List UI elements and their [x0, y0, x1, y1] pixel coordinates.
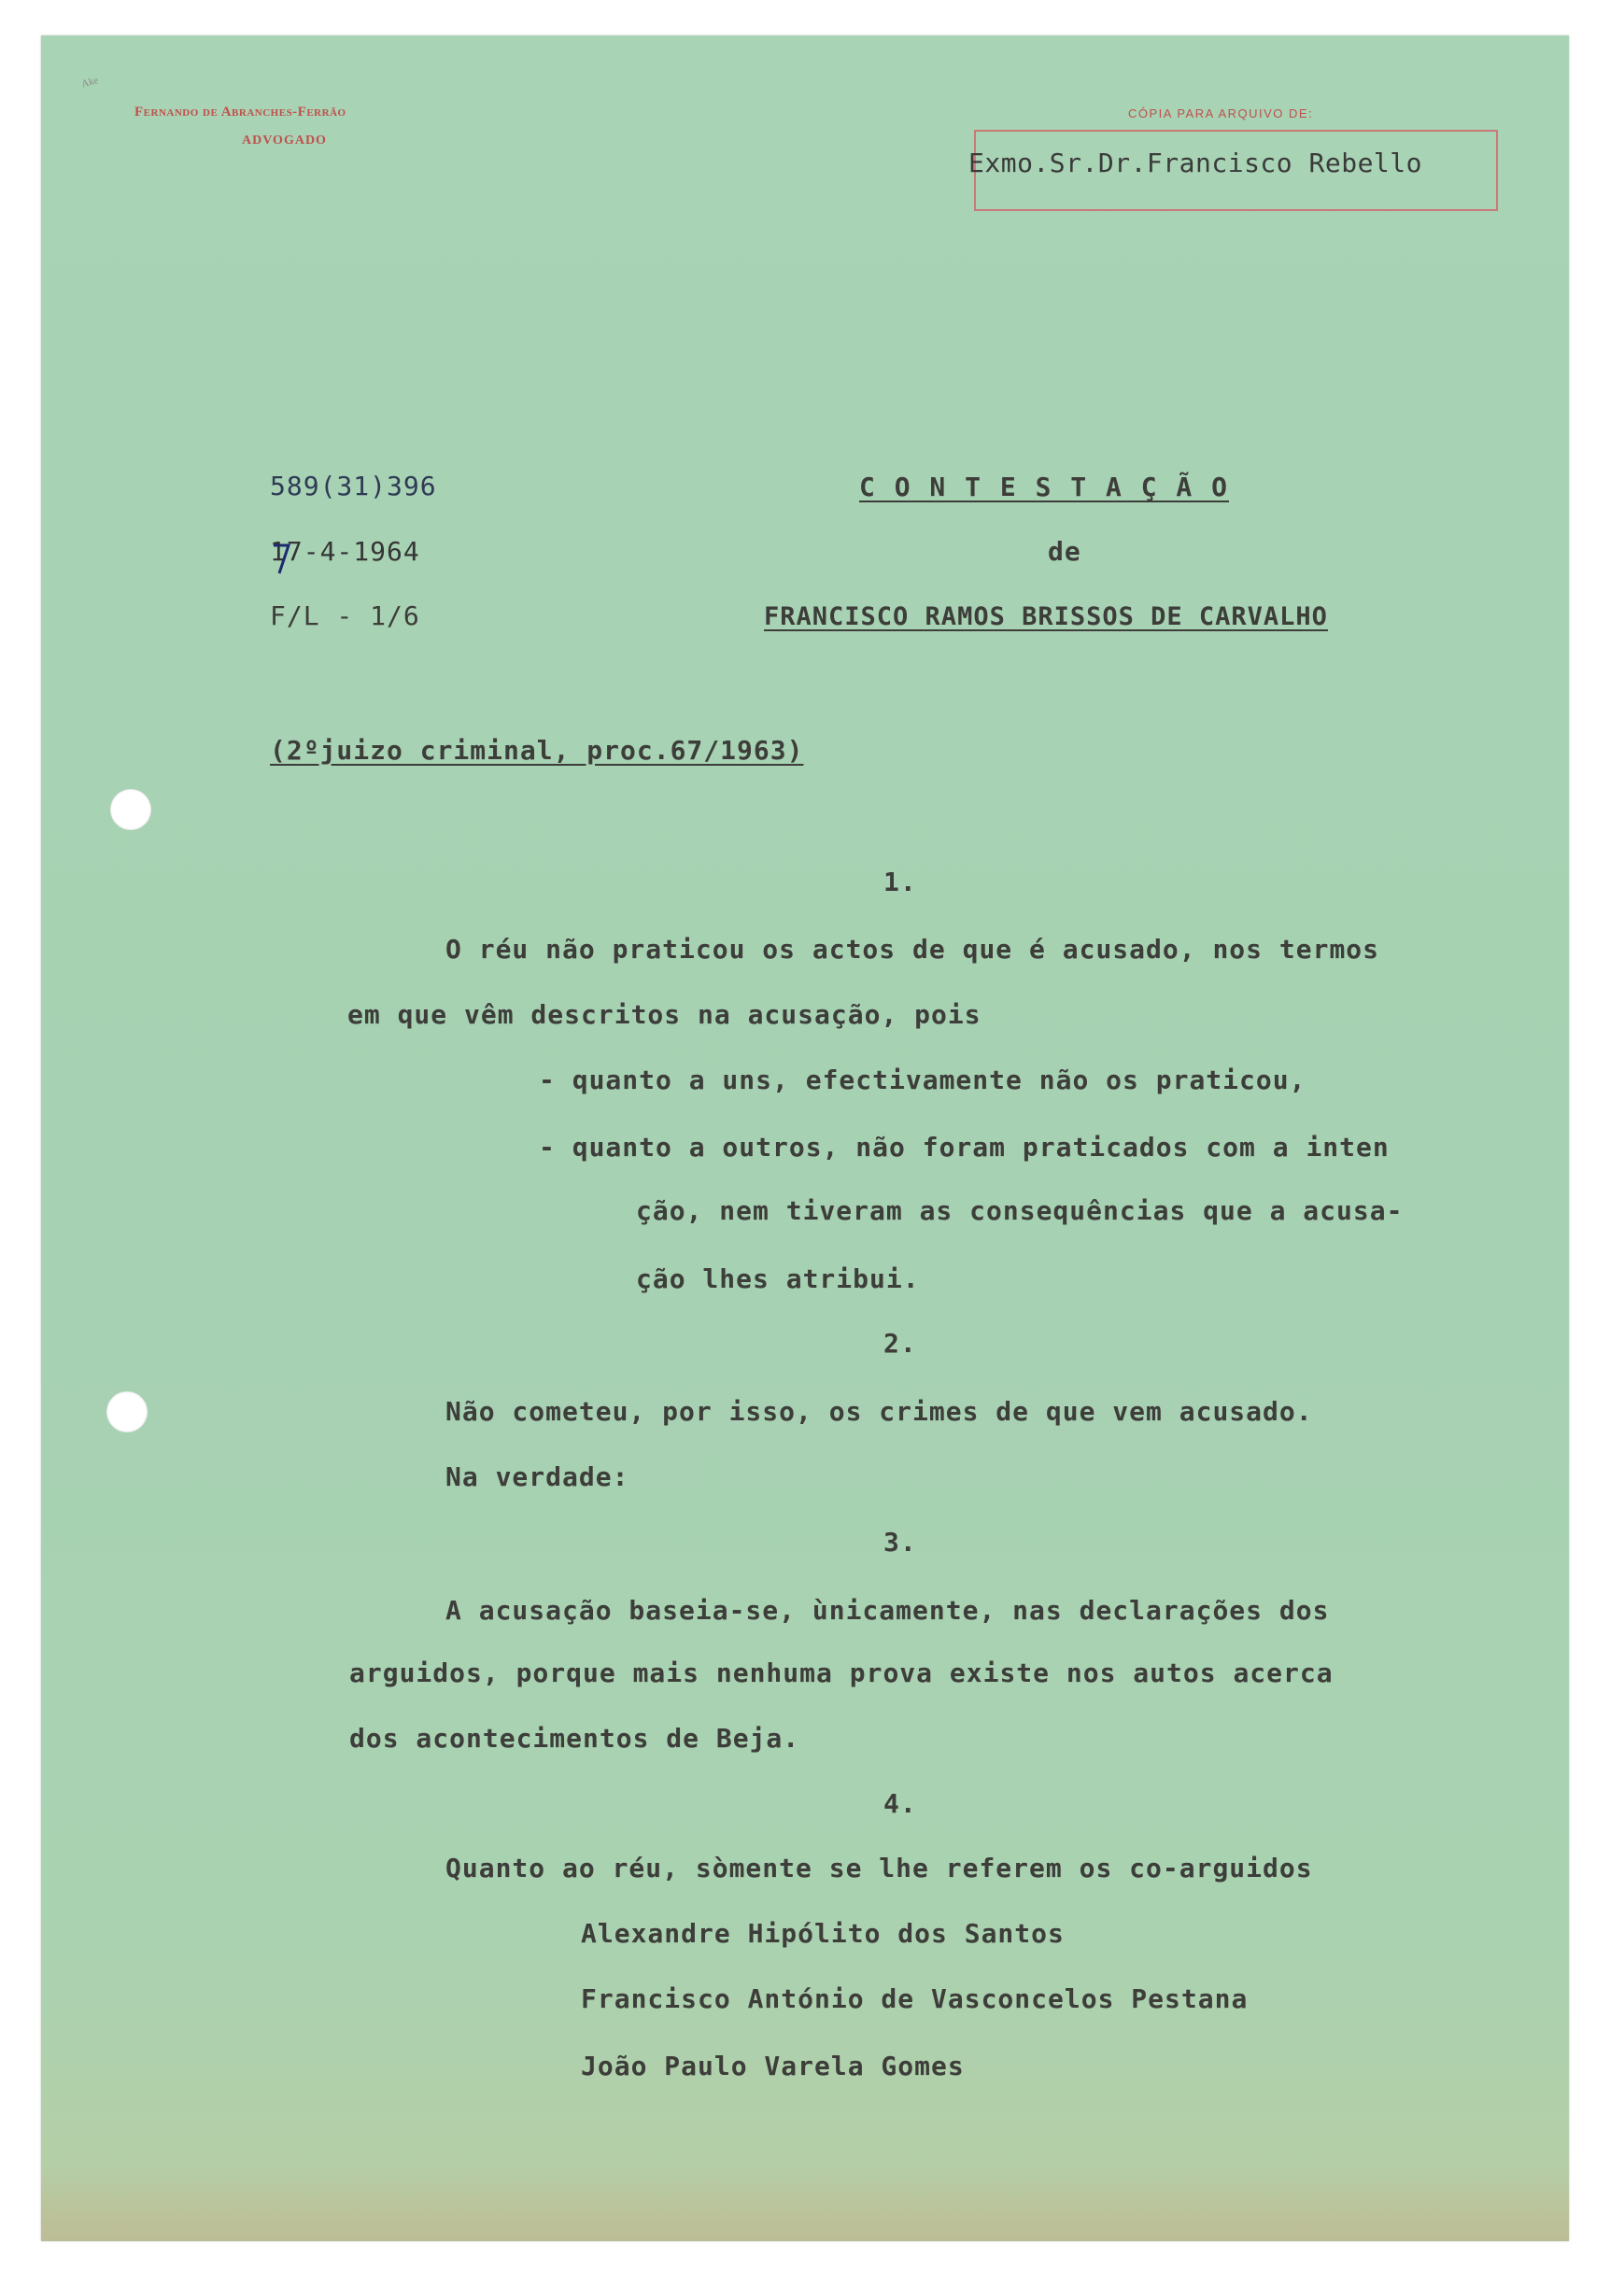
section-number: 3. — [883, 1527, 917, 1558]
co-defendant-name: Francisco António de Vasconcelos Pestana — [581, 1983, 1249, 2014]
section-number: 2. — [883, 1328, 917, 1359]
recipient-text: Exmo.Sr.Dr.Francisco Rebello — [968, 148, 1423, 178]
document-title: C O N T E S T A Ç Ã O — [859, 472, 1230, 502]
paper-stain — [41, 2166, 1569, 2241]
paragraph-line: arguidos, porque mais nenhuma prova existe nos autos acerca — [349, 1657, 1334, 1688]
paragraph-line: Quanto ao réu, sòmente se lhe referem os co-arguidos — [445, 1853, 1313, 1883]
title-connector: de — [1048, 536, 1081, 567]
paragraph-line: A acusação baseia-se, ùnicamente, nas declarações dos — [445, 1595, 1330, 1626]
ref-number: 589(31)396 — [270, 471, 437, 501]
copy-label-text: CÓPIA PARA ARQUIVO DE: — [1128, 106, 1314, 120]
punch-hole-bottom — [106, 1391, 148, 1432]
section-number: 1. — [883, 867, 917, 897]
paragraph-line: - quanto a outros, não foram praticados com a inten — [539, 1132, 1390, 1163]
punch-hole-top — [110, 789, 151, 830]
section-number: 4. — [883, 1788, 917, 1819]
letterhead-name: Fernando de Abranches-Ferrão — [134, 105, 346, 120]
paragraph-line: - quanto a uns, efectivamente não os praticou, — [539, 1065, 1306, 1095]
copy-label — [1128, 106, 1313, 120]
ref-date: 17-4-1964 — [270, 536, 420, 567]
co-defendant-name: Alexandre Hipólito dos Santos — [581, 1918, 1065, 1949]
letterhead-title: ADVOGADO — [242, 134, 327, 148]
paragraph-line: dos acontecimentos de Beja. — [349, 1723, 800, 1754]
paragraph-line: ção lhes atribui. — [636, 1263, 920, 1294]
paragraph-line: ção, nem tiveram as consequências que a acusa- — [636, 1195, 1404, 1226]
pencil-mark: ᴬᵏᵉ — [79, 73, 102, 95]
paragraph-line: O réu não praticou os actos de que é acusado, nos termos — [445, 934, 1380, 965]
case-reference: (2ºjuizo criminal, proc.67/1963) — [270, 735, 804, 766]
paragraph-line: Não cometeu, por isso, os crimes de que vem acusado. — [445, 1396, 1313, 1427]
defendant-name: FRANCISCO RAMOS BRISSOS DE CARVALHO — [764, 602, 1328, 631]
co-defendant-name: João Paulo Varela Gomes — [581, 2051, 965, 2081]
ref-folio: F/L - 1/6 — [270, 600, 420, 631]
paragraph-line: em que vêm descritos na acusação, pois — [347, 999, 981, 1030]
handwritten-correction — [270, 540, 298, 577]
paragraph-line: Na verdade: — [445, 1461, 629, 1492]
